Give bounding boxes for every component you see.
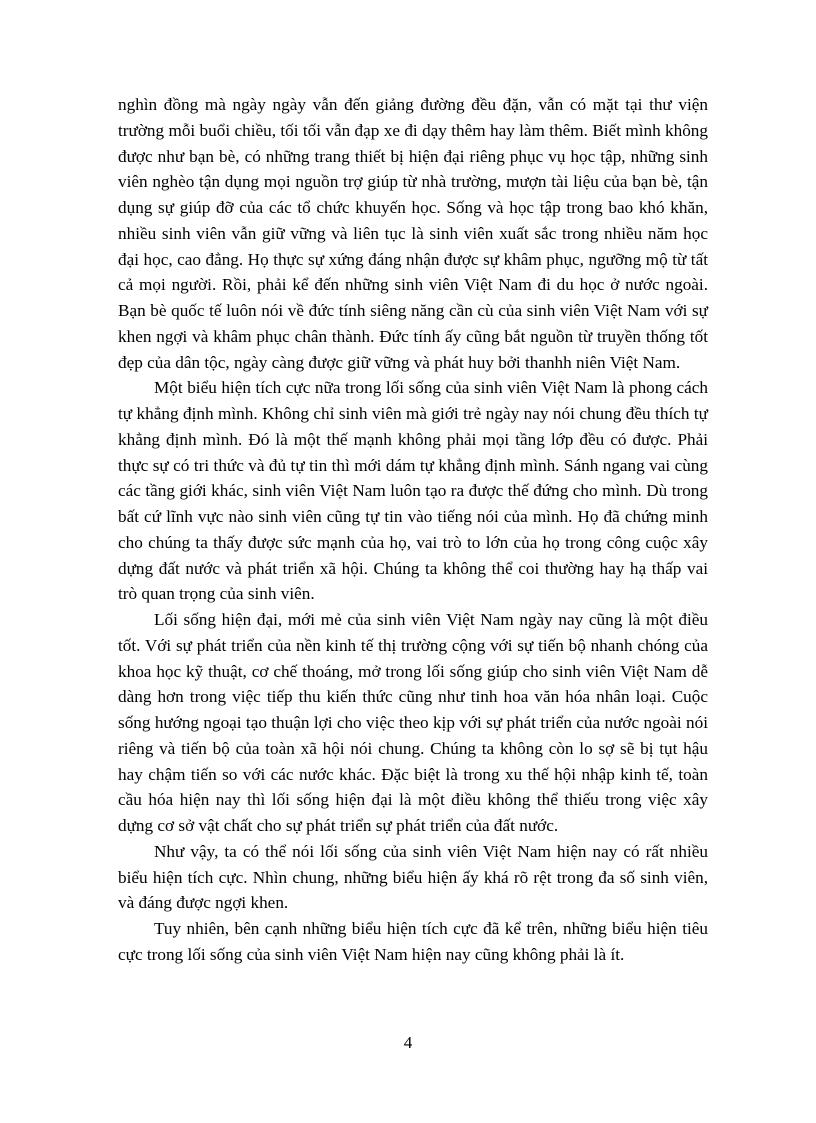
- paragraph-summary: Như vậy, ta có thể nói lối sống của sinh viên Việt Nam hiện nay có rất nhiều biểu hiện tích cực. Nhìn chung, những biểu hiện ấy khá rõ rệt trong đa số sinh viên, và đáng được ngợi khen.: [118, 841, 708, 913]
- body-text: [118, 92, 708, 968]
- paragraph-transition: Tuy nhiên, bên cạnh những biểu hiện tích cực đã kể trên, những biểu hiện tiêu cực trong lối sống của sinh viên Việt Nam hiện nay cũng không phải là ít.: [118, 919, 708, 964]
- paragraph-continuation: nghìn đồng mà ngày ngày vẫn đến giảng đường đều đặn, vẫn có mặt tại thư viện trường mỗi buổi chiều, tối tối vẫn đạp xe đi dạy thêm hay làm thêm. Biết mình không được như bạn bè, có những trang thiết bị hiện đại riêng phục vụ học tập, những sinh viên nghèo tận dụng mọi nguồn trợ giúp từ nhà trường, mượn tài liệu của bạn bè, tận dụng sự giúp đỡ của các tổ chức khuyến học. Sống và học tập trong bao khó khăn, nhiều sinh viên vẫn giữ vững và liên tục là sinh viên xuất sắc trong nhiều năm học đại học, cao đẳng. Họ thực sự xứng đáng nhận được sự khâm phục, ngưỡng mộ từ tất cả mọi người. Rồi, phải kể đến những sinh viên Việt Nam đi du học ở nước ngoài. Bạn bè quốc tế luôn nói về đức tính siêng năng cần cù của sinh viên Việt Nam với sự khen ngợi và khâm phục chân thành. Đức tính ấy cũng bắt nguồn từ truyền thống tốt đẹp của dân tộc, ngày càng được giữ vững và phát huy bởi thanhh niên Việt Nam.: [118, 95, 708, 372]
- paragraph-self-affirmation: Một biểu hiện tích cực nữa trong lối sống của sinh viên Việt Nam là phong cách tự khẳng định mình. Không chỉ sinh viên mà giới trẻ ngày nay nói chung đều thích tự khẳng định mình. Đó là một thế mạnh không phải mọi tầng lớp đều có được. Phải thực sự có tri thức và đủ tự tin thì mới dám tự khẳng định mình. Sánh ngang vai cùng các tầng giới khác, sinh viên Việt Nam luôn tạo ra được thế đứng cho mình. Dù trong bất cứ lĩnh vực nào sinh viên cũng tự tin vào tiếng nói của mình. Họ đã chứng minh cho chúng ta thấy được sức mạnh của họ, vai trò to lớn của họ trong công cuộc xây dựng đất nước và phát triển xã hội. Chúng ta không thể coi thường hay hạ thấp vai trò quan trọng của sinh viên.: [118, 378, 708, 604]
- page-number: 4: [403, 1033, 413, 1052]
- paragraph-modern-lifestyle: Lối sống hiện đại, mới mẻ của sinh viên Việt Nam ngày nay cũng là một điều tốt. Với sự phát triển của nền kinh tế thị trường cộng với sự tiến bộ nhanh chóng của khoa học kỹ thuật, cơ chế thoáng, mở trong lối sống giúp cho sinh viên Việt Nam dễ dàng hơn trong việc tiếp thu kiến thức cũng như tinh hoa văn hóa nhân loại. Cuộc sống hướng ngoại tạo thuận lợi cho việc theo kịp với sự phát triển của nước ngoài nói riêng và tiến bộ của toàn xã hội nói chung. Chúng ta không còn lo sợ sẽ bị tụt hậu hay chậm tiến so với các nước khác. Đặc biệt là trong xu thế hội nhập kinh tế, toàn cầu hóa hiện nay thì lối sống hiện đại là một điều không thể thiếu trong việc xây dựng cơ sở vật chất cho sự phát triển sự phát triển của đất nước.: [118, 610, 708, 835]
